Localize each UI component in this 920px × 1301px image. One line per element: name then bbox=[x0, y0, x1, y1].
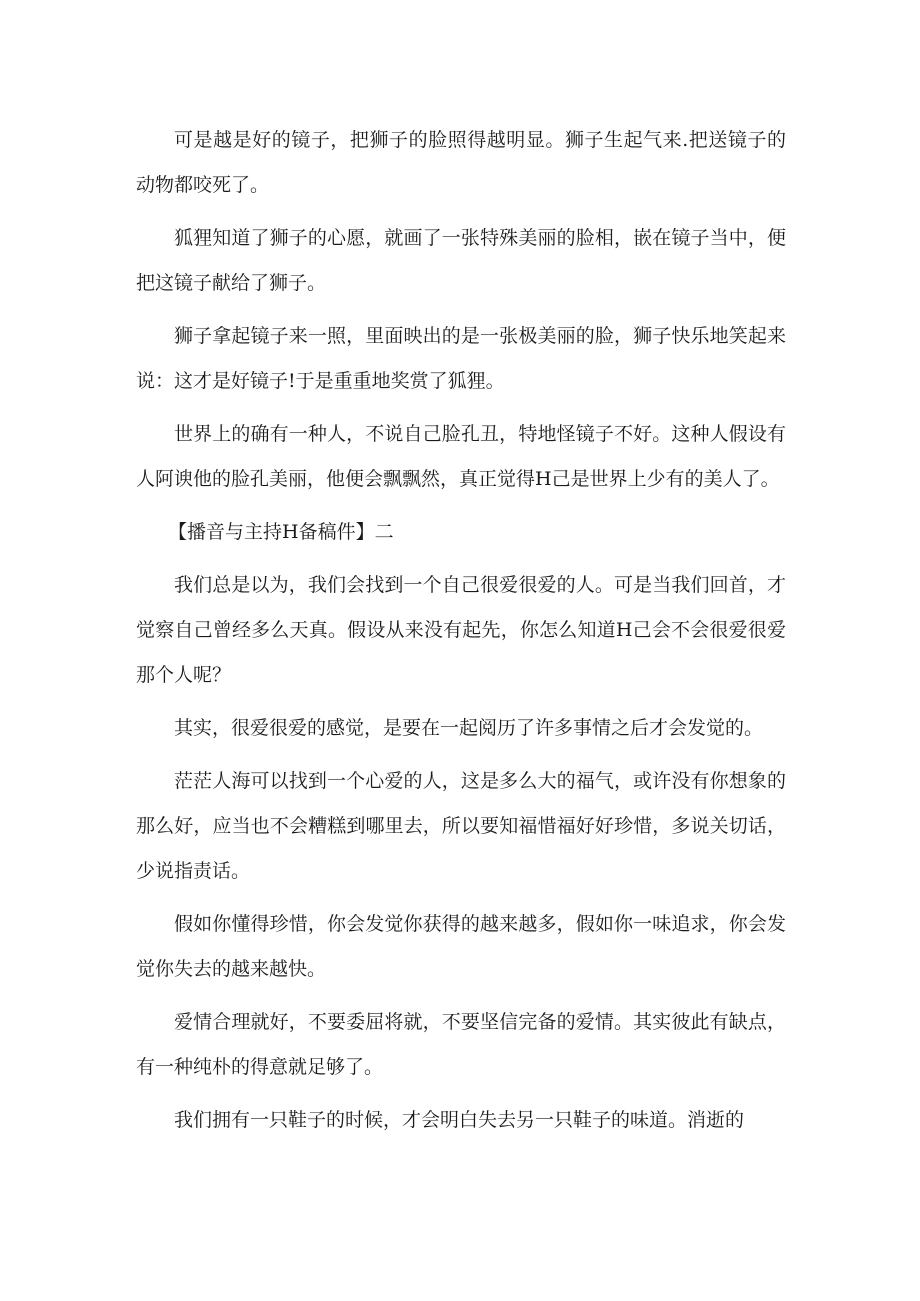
document-body bbox=[136, 118, 786, 1151]
section-heading: 【播音与主持H备稿件】二 bbox=[168, 521, 394, 543]
paragraph-8: 假如你懂得珍惜，你会发觉你获得的越来越多，假如你一味追求，你会发觉你失去的越来越快。 bbox=[136, 913, 786, 980]
paragraph-9: 爱情合理就好，不要委屈将就，不要坚信完备的爱情。其实彼此有缺点，有一种纯朴的得意就足够了。 bbox=[136, 1011, 786, 1078]
paragraph-4: 世界上的确有一种人，不说自己脸孔丑，特地怪镜子不好。这种人假设有人阿谀他的脸孔美丽，他便会飘飘然，真正觉得H己是世界上少有的美人了。 bbox=[136, 423, 786, 490]
paragraph-6: 其实，很爱很爱的感觉，是要在一起阅历了许多事情之后才会发觉的。 bbox=[174, 717, 764, 739]
paragraph-2: 狐狸知道了狮子的心愿，就画了一张特殊美丽的脸相，嵌在镜子当中，便把这镜子献给了狮子。 bbox=[136, 227, 786, 294]
paragraph-10: 我们拥有一只鞋子的时候，才会明白失去另一只鞋子的味道。消逝的 bbox=[174, 1109, 745, 1131]
paragraph-7: 茫茫人海可以找到一个心爱的人，这是多么大的福气，或许没有你想象的那么好，应当也不会糟糕到哪里去，所以要知福惜福好好珍惜，多说关切话，少说指责话。 bbox=[136, 770, 786, 882]
paragraph-3: 狮子拿起镜子来一照，里面映出的是一张极美丽的脸，狮子快乐地笑起来说：这才是好镜子!于是重重地奖赏了狐狸。 bbox=[136, 325, 786, 392]
paragraph-1: 可是越是好的镜子，把狮子的脸照得越明显。狮子生起气来.把送镜子的动物都咬死了。 bbox=[136, 129, 786, 196]
paragraph-5: 我们总是以为，我们会找到一个自己很爱很爱的人。可是当我们回首，才觉察自己曾经多么天真。假设从来没有起先，你怎么知道H己会不会很爱很爱那个人呢？ bbox=[136, 574, 786, 686]
